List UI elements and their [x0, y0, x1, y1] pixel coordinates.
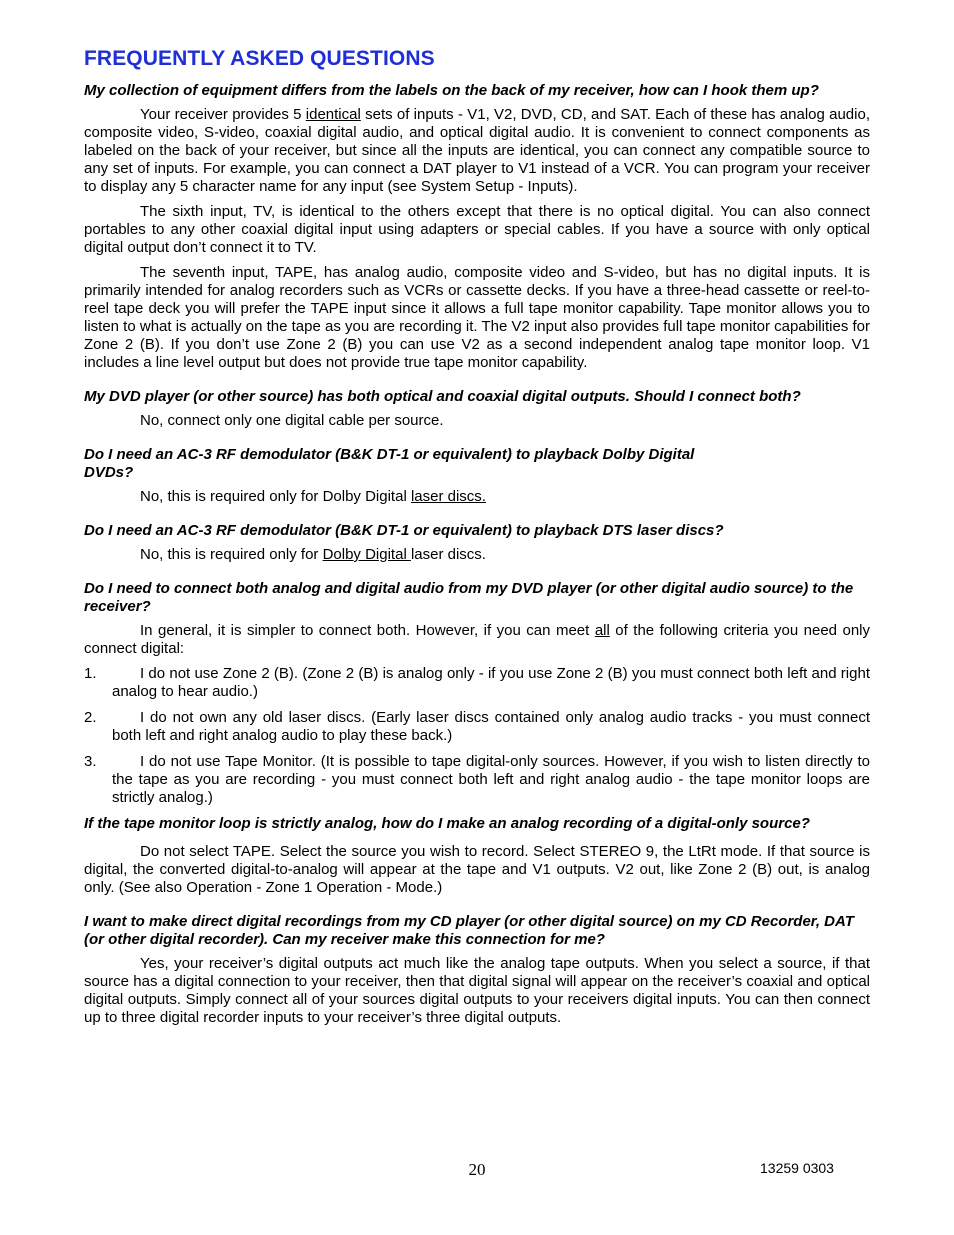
text-segment: Your receiver provides 5 — [140, 106, 306, 123]
faq-answer-3 — [84, 488, 870, 506]
list-item-text: I do not use Zone 2 (B). (Zone 2 (B) is analog only - if you use Zone 2 (B) you must connect both left and right analog to hear audio.) — [112, 665, 870, 700]
faq-answer-5-intro — [84, 622, 870, 658]
criteria-list — [84, 665, 870, 807]
faq-question-7: I want to make direct digital recordings from my CD player (or other digital source) on my CD Recorder, DAT (or other digital recorder). Can my receiver make this connection for me? — [84, 913, 854, 948]
list-item-number: 2. — [84, 709, 97, 726]
question-line: DVDs? — [84, 464, 134, 481]
faq-answer-4 — [84, 546, 870, 564]
list-item — [84, 709, 870, 745]
faq-answer-1-paragraph-1 — [84, 106, 870, 196]
text-segment: sets of inputs - V1, V2, DVD, CD, and SAT. Each of these has analog audio, composite video, S-video, coaxial digital audio, and optical digital audio. It is convenient to connect components as labeled on the back of your receiver, but since all the inputs are identical, you can connect any compatible source to any set of inputs. For example, you can connect a DAT player to V1 instead of a VCR. You can program your receiver to display any 5 character name for any input (see System Setup - Inputs). — [84, 106, 870, 195]
faq-question-1: My collection of equipment differs from the labels on the back of my receiver, how can I hook them up? — [84, 82, 819, 99]
faq-answer-6: Do not select TAPE. Select the source you wish to record. Select STEREO 9, the LtRt mode. If that source is digital, the converted digital-to-analog will appear at the tape and V1 outputs. V2 out, like Zone 2 (B) out, is analog only. (See also Operation - Zone 1 Operation - Mode.) — [84, 843, 870, 896]
underlined-text: Dolby Digital — [322, 546, 411, 563]
faq-answer-1-paragraph-3: The seventh input, TAPE, has analog audio, composite video and S-video, but has no digital inputs. It is primarily intended for analog recorders such as VCRs or cassette decks. If you have a three-head cassette or reel-to-reel tape deck you will prefer the TAPE input since it allows a full tape monitor capability. Tape monitor allows you to listen to what is actually on the tape as you are recording it. The V2 input also provides full tape monitor capabilities for Zone 2 (B). If you don’t use Zone 2 (B) you can use V2 as a second independent analog tape monitor loop. V1 includes a line level output but does not provide true tape monitor capability. — [84, 264, 870, 371]
text-segment: In general, it is simpler to connect both. However, if you can meet — [140, 622, 595, 639]
text-segment: of the following criteria you need only connect digital: — [84, 622, 871, 657]
faq-answer-2: No, connect only one digital cable per source. — [140, 412, 444, 429]
list-item-number: 3. — [84, 753, 97, 770]
list-item — [84, 753, 870, 807]
text-segment: No, this is required only for — [140, 546, 323, 563]
faq-question-5: Do I need to connect both analog and digital audio from my DVD player (or other digital audio source) to the receiver? — [84, 580, 854, 615]
question-line: Do I need an AC-3 RF demodulator (B&K DT-1 or equivalent) to playback Dolby Digital — [84, 446, 695, 463]
page-title: FREQUENTLY ASKED QUESTIONS — [84, 47, 435, 70]
text-segment: laser discs. — [410, 546, 486, 563]
faq-question-2: My DVD player (or other source) has both optical and coaxial digital outputs. Should I connect both? — [84, 388, 801, 405]
underlined-text: all — [594, 622, 610, 639]
list-item-text: I do not own any old laser discs. (Early laser discs contained only analog audio tracks - you must connect both left and right analog audio to play these back.) — [112, 709, 870, 744]
faq-answer-1-paragraph-2: The sixth input, TV, is identical to the others except that there is no optical digital. You can also connect portables to any other coaxial digital input using adapters or special cables. If you have a source with only optical digital output don’t connect it to TV. — [84, 203, 870, 256]
faq-answer-7: Yes, your receiver’s digital outputs act much like the analog tape outputs. When you select a source, if that source has a digital connection to your receiver, then that digital signal will appear on the receiver’s coaxial and optical digital outputs. Simply connect all of your sources digital outputs to your receivers digital inputs. You can then connect up to three digital recorder inputs to your receiver’s three digital outputs. — [84, 955, 870, 1026]
list-item-number: 1. — [84, 665, 97, 682]
faq-question-3 — [84, 446, 870, 482]
faq-page — [84, 46, 870, 1034]
list-item-text: I do not use Tape Monitor. (It is possible to tape digital-only sources. However, if you wish to listen directly to the tape as you are recording - you must connect both left and right analog audio - the tape monitor loops are strictly analog.) — [112, 753, 870, 806]
faq-question-4: Do I need an AC-3 RF demodulator (B&K DT-1 or equivalent) to playback DTS laser discs? — [84, 522, 724, 539]
page-number: 20 — [468, 1160, 486, 1179]
underlined-text: identical — [305, 106, 361, 123]
document-code: 13259 0303 — [760, 1160, 834, 1176]
faq-question-6: If the tape monitor loop is strictly analog, how do I make an analog recording of a digital-only source? — [84, 815, 810, 832]
list-item — [84, 665, 870, 701]
underlined-text: laser discs. — [410, 488, 486, 505]
text-segment: No, this is required only for Dolby Digital — [140, 488, 411, 505]
